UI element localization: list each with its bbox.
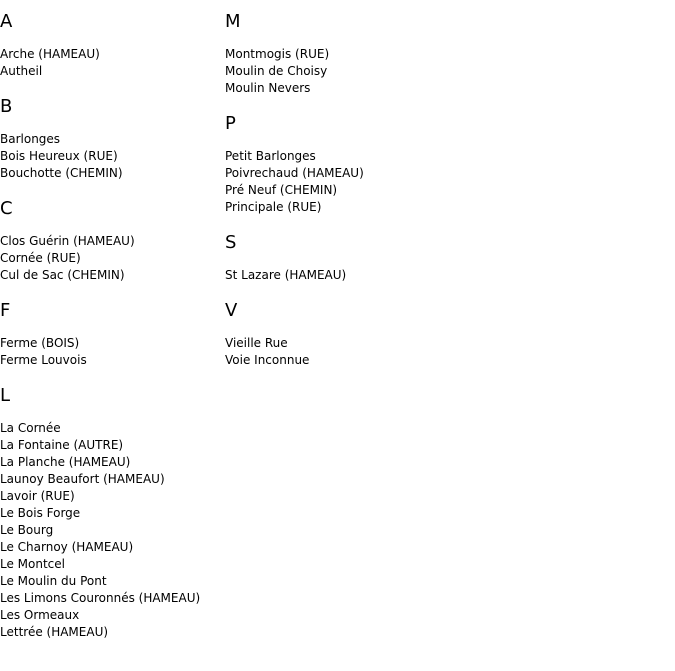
- street-link[interactable]: Barlonges: [0, 132, 61, 146]
- street-list: [0, 420, 220, 641]
- group-letter: F: [0, 300, 11, 321]
- street-index-column-left: [0, 0, 220, 641]
- street-list: [0, 46, 220, 80]
- group-letter: P: [225, 113, 236, 134]
- street-link[interactable]: Le Bourg: [0, 523, 54, 537]
- street-list: [225, 267, 445, 284]
- street-link[interactable]: Montmogis (RUE): [225, 47, 330, 61]
- street-link[interactable]: Ferme Louvois: [0, 353, 87, 367]
- street-link[interactable]: Les Ormeaux: [0, 608, 80, 622]
- group-letter: B: [0, 96, 13, 117]
- group-letter: L: [0, 385, 11, 406]
- street-link[interactable]: Voie Inconnue: [225, 353, 310, 367]
- street-link[interactable]: Le Bois Forge: [0, 506, 81, 520]
- letter-group-l: [0, 386, 220, 641]
- street-link[interactable]: Launoy Beaufort (HAMEAU): [0, 472, 165, 486]
- street-link[interactable]: Autheil: [0, 64, 43, 78]
- street-list: [0, 233, 220, 284]
- street-link[interactable]: Principale (RUE): [225, 200, 322, 214]
- street-link[interactable]: La Planche (HAMEAU): [0, 455, 131, 469]
- street-link[interactable]: Moulin Nevers: [225, 81, 311, 95]
- street-link[interactable]: St Lazare (HAMEAU): [225, 268, 347, 282]
- street-link[interactable]: Le Charnoy (HAMEAU): [0, 540, 134, 554]
- street-link[interactable]: Vieille Rue: [225, 336, 288, 350]
- street-link[interactable]: Ferme (BOIS): [0, 336, 80, 350]
- street-link[interactable]: La Cornée: [0, 421, 61, 435]
- letter-group-v: [225, 301, 445, 369]
- street-list: [225, 335, 445, 369]
- street-link[interactable]: Cornée (RUE): [0, 251, 81, 265]
- street-link[interactable]: Cul de Sac (CHEMIN): [0, 268, 125, 282]
- street-link[interactable]: Bouchotte (CHEMIN): [0, 166, 123, 180]
- group-letter: V: [225, 300, 238, 321]
- street-link[interactable]: Les Limons Couronnés (HAMEAU): [0, 591, 201, 605]
- street-link[interactable]: Poivrechaud (HAMEAU): [225, 166, 364, 180]
- letter-group-b: [0, 97, 220, 182]
- street-list: [0, 131, 220, 182]
- letter-group-p: [225, 114, 445, 216]
- street-link[interactable]: Lettrée (HAMEAU): [0, 625, 109, 639]
- street-list: [0, 335, 220, 369]
- group-letter: A: [0, 11, 13, 32]
- street-index-column-right: [225, 0, 445, 369]
- letter-group-c: [0, 199, 220, 284]
- street-list: [225, 148, 445, 216]
- group-letter: M: [225, 11, 241, 32]
- street-link[interactable]: La Fontaine (AUTRE): [0, 438, 124, 452]
- street-link[interactable]: Petit Barlonges: [225, 149, 316, 163]
- group-letter: S: [225, 232, 237, 253]
- letter-group-f: [0, 301, 220, 369]
- street-link[interactable]: Moulin de Choisy: [225, 64, 328, 78]
- street-link[interactable]: Arche (HAMEAU): [0, 47, 100, 61]
- street-list: [225, 46, 445, 97]
- street-link[interactable]: Clos Guérin (HAMEAU): [0, 234, 135, 248]
- letter-group-s: [225, 233, 445, 284]
- street-link[interactable]: Bois Heureux (RUE): [0, 149, 118, 163]
- letter-group-m: [225, 12, 445, 97]
- street-link[interactable]: Pré Neuf (CHEMIN): [225, 183, 338, 197]
- group-letter: C: [0, 198, 13, 219]
- street-link[interactable]: Lavoir (RUE): [0, 489, 75, 503]
- street-link[interactable]: Le Moulin du Pont: [0, 574, 107, 588]
- street-link[interactable]: Le Montcel: [0, 557, 65, 571]
- letter-group-a: [0, 12, 220, 80]
